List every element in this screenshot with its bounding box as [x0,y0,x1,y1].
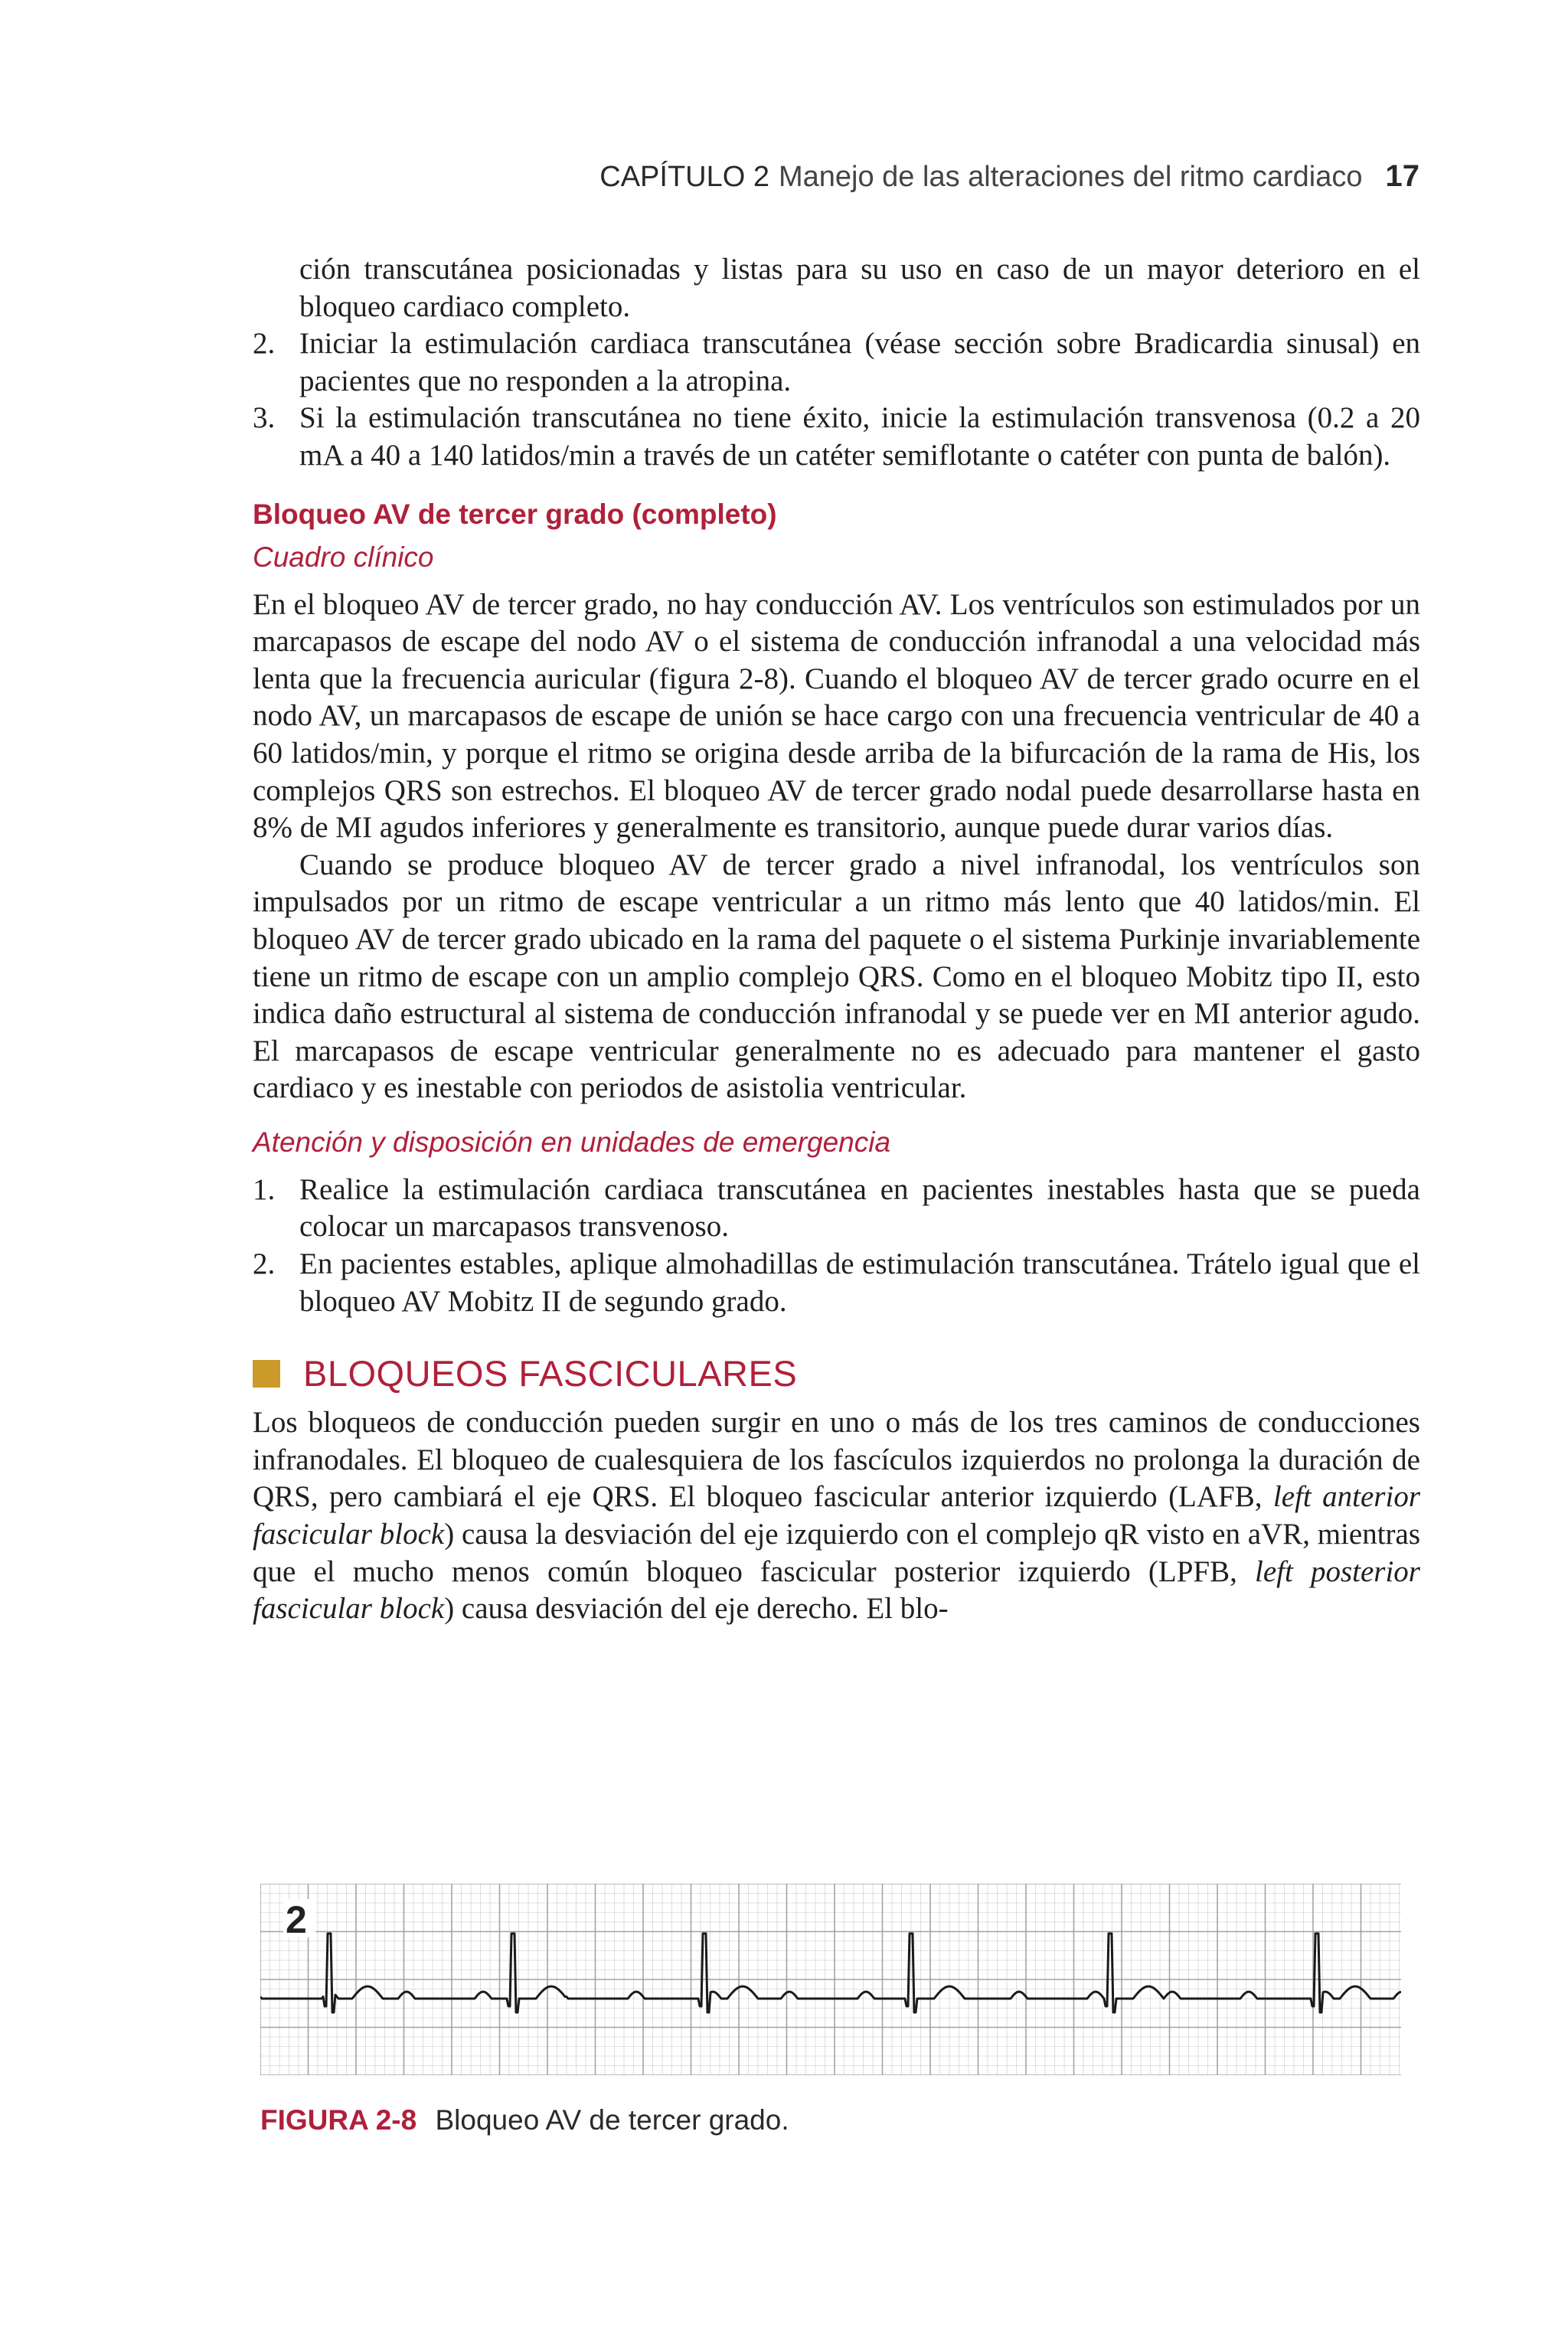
major-heading-text: BLOQUEOS FASCICULARES [303,1353,798,1394]
numbered-list-top [253,325,1420,474]
paragraph: Cuando se produce bloqueo AV de tercer grado a nivel infranodal, los ventrículos son impulsados por un ritmo de escape ventricular a un ritmo más lento que 40 latidos/min. El bloqueo AV de tercer grado ubicado en la rama del paquete o el sistema Purkinje invariablemente tiene un ritmo de escape con un amplio complejo QRS. Como en el bloqueo Mobitz tipo II, esto indica daño estructural al sistema de conducción infranodal y se puede ver en MI anterior agudo. El marcapasos de escape ventricular generalmente no es adecuado para mantener el gasto cardiaco y es inestable con periodos de asistolia ventricular. [253,848,1420,1105]
subsection-heading: Cuadro clínico [253,541,434,573]
chapter-title: Manejo de las alteraciones del ritmo cardiaco [778,161,1363,193]
lead-label: 2 [286,1898,307,1941]
section-heading: Bloqueo AV de tercer grado (completo) [253,498,777,530]
list-text: Si la estimulación transcutánea no tiene éxito, inicie la estimulación transvenosa (0.2 a 20 mA a 40 a 140 latidos/min a través de un catéter semiflotante o catéter con punta de balón). [299,401,1420,472]
list-number: 3. [253,401,276,435]
figure [260,1884,1416,2136]
paragraph-text: Los bloqueos de conducción pueden surgir en uno o más de los tres caminos de conducciones infranodales. El bloqueo de cualesquiera de los fascículos izquierdos no prolonga la duración de QRS, pero cambiará el eje QRS. El bloqueo fascicular anterior izquierdo (LAFB, [253,1406,1420,1514]
list-text: En pacientes estables, aplique almohadillas de estimulación transcutánea. Trátelo igual que el bloqueo AV Mobitz II de segundo grado. [299,1247,1420,1318]
list-number: 2. [253,327,276,361]
italic-term: left anterior fascicular block [253,1480,1420,1551]
continued-paragraph: ción transcutánea posicionadas y listas para su uso en caso de un mayor deterioro en el bloqueo cardiaco completo. [299,253,1420,323]
paragraph-text: ) causa la desviación del eje izquierdo con el complejo qR visto en aVR, mientras que el mucho menos común bloqueo fascicular posterior izquierdo (LPFB, [253,1518,1420,1588]
ecg-trace-image [260,1884,1401,2075]
paragraph [253,1404,1420,1628]
italic-term: left posterior fascicular block [253,1554,1420,1626]
chapter-label: CAPÍTULO 2 [599,161,769,193]
list-text: Realice la estimulación cardiaca transcutánea en pacientes inestables hasta que se pueda colocar un marcapasos transvenoso. [299,1172,1420,1244]
list-number: 2. [253,1247,276,1281]
ecg-grid [260,1884,1401,2075]
list-item [253,1172,1420,1246]
square-bullet-icon [253,1360,280,1388]
figure-caption-text: Bloqueo AV de tercer grado. [435,2104,789,2136]
paragraph: En el bloqueo AV de tercer grado, no hay conducción AV. Los ventrículos son estimulados por un marcapasos de escape del nodo AV o el sistema de conducción infranodal a una velocidad más lenta que la frecuencia auricular (figura 2-8). Cuando el bloqueo AV de tercer grado ocurre en el nodo AV, un marcapasos de escape de unión se hace cargo con una frecuencia ventricular de 40 a 60 latidos/min, y porque el ritmo se origina desde arriba de la bifurcación de la rama de His, los complejos QRS son estrechos. El bloqueo AV de tercer grado nodal puede desarrollarse hasta en 8% de MI agudos inferiores y generalmente es transitorio, aunque puede durar varios días. [253,587,1420,845]
paragraph-text: ) causa desviación del eje derecho. El blo- [444,1592,949,1626]
major-section-heading [253,1351,1420,1397]
list-item [253,400,1420,474]
ecg-strip [260,1884,1401,2075]
subsection-heading: Atención y disposición en unidades de emergencia [253,1126,891,1158]
list-text: Iniciar la estimulación cardiaca transcutánea (véase sección sobre Bradicardia sinusal) en pacientes que no responden a la atropina. [299,327,1420,397]
page-number: 17 [1385,159,1419,193]
figure-caption [260,2104,1416,2136]
list-number: 1. [253,1172,276,1206]
list-item [253,1246,1420,1320]
list-item [253,325,1420,400]
main-text [253,251,1420,1628]
chapter-info [599,161,1362,194]
running-header [599,159,1419,194]
ecg-waveform [260,1934,1401,2012]
figure-label: FIGURA 2-8 [260,2104,417,2136]
numbered-list-ed [253,1172,1420,1320]
